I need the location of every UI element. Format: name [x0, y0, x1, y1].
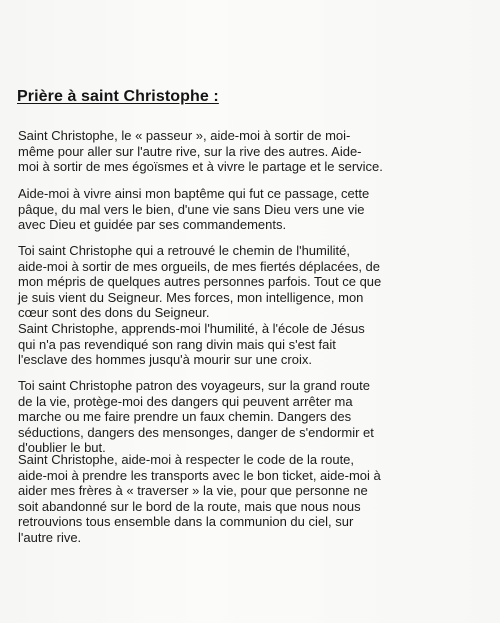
paragraph-line: Toi saint Christophe patron des voyageurs, sur la grand route: [18, 378, 370, 393]
paragraph-line: soit abandonné sur le bord de la route, mais que nous nous: [18, 498, 361, 514]
paragraph-line: cœur sont des dons du Seigneur.: [18, 305, 210, 321]
paragraph-line: d'oublier le but.: [18, 440, 106, 456]
paragraph-line: pâque, du mal vers le bien, d'une vie sans Dieu vers une vie: [18, 201, 365, 217]
paragraph-2: [18, 186, 369, 233]
paragraph-line: aider mes frères à « traverser » la vie, pour que personne ne: [18, 483, 368, 499]
paragraph-4: [18, 378, 374, 456]
paragraph-line: l'autre rive.: [18, 529, 82, 545]
paragraph-line: marche ou me faire prendre un faux chemin. Dangers des: [18, 409, 352, 425]
paragraph-line: moi à sortir de mes égoïsmes et à vivre le partage et le service.: [18, 159, 383, 175]
paragraph-line: aide-moi à sortir de mes orgueils, de mes fiertés déplacées, de: [18, 258, 381, 274]
paragraph-5: [18, 452, 381, 546]
paragraph-line: retrouvions tous ensemble dans la communion du ciel, sur: [18, 514, 354, 530]
paragraph-1: [18, 128, 383, 175]
paragraph-line: Toi saint Christophe qui a retrouvé le chemin de l'humilité,: [18, 243, 350, 258]
paragraph-3: [18, 243, 381, 368]
paragraph-line: séductions, dangers des mensonges, danger de s'endormir et: [18, 424, 374, 440]
paragraph-line: qui n'a pas revendiqué son rang divin mais qui s'est fait: [18, 336, 336, 352]
paragraph-line: même pour aller sur l'autre rive, sur la rive des autres. Aide-: [18, 143, 362, 159]
paragraph-line: mon mépris de quelques autres personnes parfois. Tout ce que: [18, 274, 382, 290]
paragraph-line: Saint Christophe, aide-moi à respecter le code de la route,: [18, 452, 355, 467]
paragraph-line: je suis vient du Seigneur. Mes forces, mon intelligence, mon: [18, 289, 364, 305]
paragraph-line: Saint Christophe, le « passeur », aide-moi à sortir de moi-: [18, 128, 351, 143]
paragraph-line: aide-moi à prendre les transports avec le bon ticket, aide-moi à: [18, 467, 381, 483]
paragraph-line: Aide-moi à vivre ainsi mon baptême qui fut ce passage, cette: [18, 186, 370, 201]
paragraph-line: de la vie, protège-moi des dangers qui peuvent arrêter ma: [18, 393, 353, 409]
paragraph-line: Saint Christophe, apprends-moi l'humilité, à l'école de Jésus: [18, 320, 365, 336]
paragraph-line: avec Dieu et guidée par ses commandements.: [18, 217, 287, 233]
prayer-title: Prière à saint Christophe :: [17, 88, 219, 105]
paragraph-line: l'esclave des hommes jusqu'à mourir sur une croix.: [18, 352, 312, 368]
